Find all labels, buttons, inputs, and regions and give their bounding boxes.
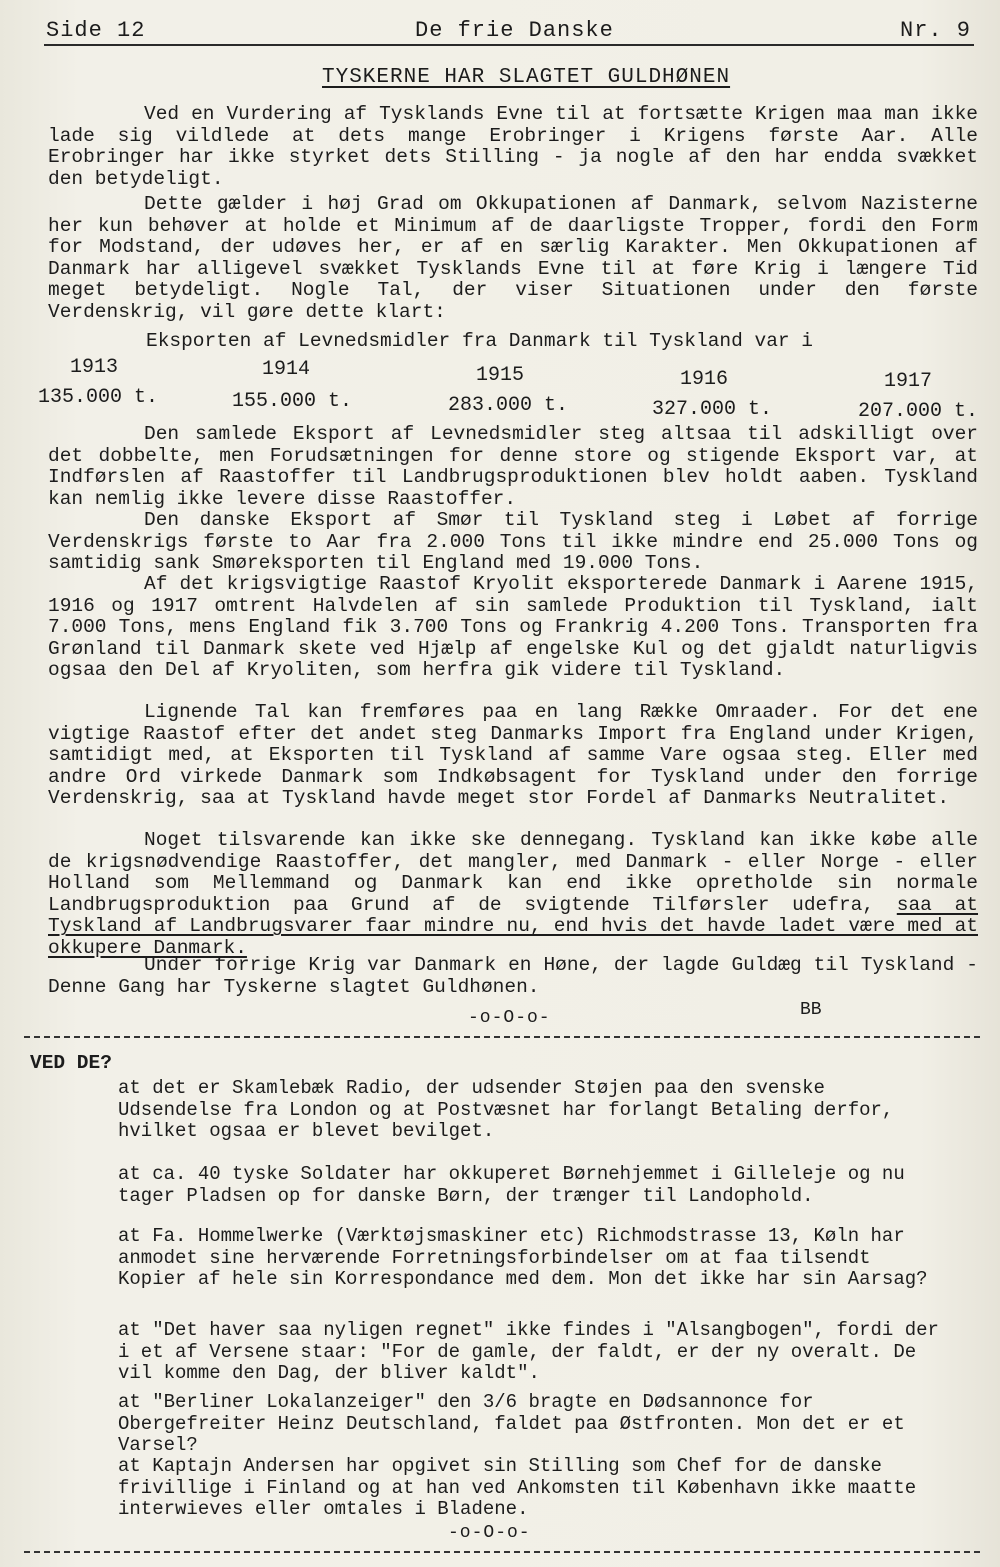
news-item-3: at Fa. Hommelwerke (Værktøjsmaskiner etc) Richmodstrasse 13, Køln har anmodet sine herværende Forretningsforbindelser om at faa tilsendt Kopier af hele sin Korrespondance med dem. Mon det ikke har sin Aarsag? bbox=[118, 1225, 928, 1290]
paragraph-5: Af det krigsvigtige Raastof Kryolit eksporterede Danmark i Aarene 1915, 1916 og 1917 omtrent Halvdelen af sin samlede Produktion til Tyskland, ialt 7.000 Tons, mens England fik 3.700 Tons og Frankrig 4.200 Tons. Transporten fra Grønland til Danmark skete ved Hjælp af engelske Kul og det gjaldt naturligvis ogsaa den Del af Kryoliten, som herfra gik videre til Tyskland. bbox=[48, 573, 978, 682]
author-signature: BB bbox=[800, 1000, 822, 1020]
news-item-2: at ca. 40 tyske Soldater har okkuperet Børnehjemmet i Gilleleje og nu tager Pladsen op for danske Børn, der trænger til Landophold. bbox=[118, 1163, 905, 1207]
export-line: Eksporten af Levnedsmidler fra Danmark til Tyskland var i bbox=[146, 330, 814, 352]
year-1915: 1915 bbox=[476, 364, 525, 387]
newspaper-name: De frie Danske bbox=[415, 18, 614, 43]
paragraph-8: Under forrige Krig var Danmark en Høne, der lagde Guldæg til Tyskland - Denne Gang har Tyskerne slagtet Guldhønen. bbox=[48, 954, 978, 998]
paragraph-2: Dette gælder i høj Grad om Okkupationen af Danmark, selvom Nazisterne her kun behøver at holde et Minimum af de daarligste Tropper, fordi den Form for Modstand, der udøves her, er af en særlig Karakter. Men Okkupationen af Danmark har alligevel svækket Tysklands Evne til at føre Krig i længere Tid meget betydeligt. Nogle Tal, der viser Situationen under den første Verdenskrig, vil gøre dette klart: bbox=[48, 193, 978, 323]
underlined-conclusion: saa at Tyskland af Landbrugsvarer faar mindre nu, end hvis det havde ladet være med at okkupere Danmark. bbox=[48, 893, 979, 959]
paragraph-1: Ved en Vurdering af Tysklands Evne til at fortsætte Krigen maa man ikke lade sig vildlede at dets mange Erobringer i Krigens første Aar. Alle Erobringer har ikke styrket dets Stilling - ja nogle af den har endda svækket den betydeligt. bbox=[48, 103, 978, 190]
ved-de-heading: VED DE? bbox=[30, 1052, 112, 1074]
article-title: TYSKERNE HAR SLAGTET GULDHØNEN bbox=[322, 66, 731, 89]
news-item-5: at "Berliner Lokalanzeiger" den 3/6 bragte en Dødsannonce for Obergefreiter Heinz Deutschland, faldet paa Østfronten. Mon det er et Varsel? bbox=[118, 1391, 905, 1456]
page-number: Side 12 bbox=[46, 18, 146, 43]
paragraph-7-text: Noget tilsvarende kan ikke ske dennegang. Tyskland kan ikke købe alle de krigsnødvendige Raastoffer, det mangler, med Danmark - eller Norge - eller Holland som Mellemmand og Danmark kan end ikke opretholde sin normale Landbrugsproduktion paa Grund af de svigtende Tilførsler udefra, bbox=[48, 829, 978, 916]
news-item-6: at Kaptajn Andersen har opgivet sin Stilling som Chef for de danske frivillige i Finland og at han ved Ankomsten til København ikke maatte interwieves eller omtales i Bladene. bbox=[118, 1455, 917, 1520]
year-1917: 1917 bbox=[884, 370, 933, 393]
year-1913: 1913 bbox=[70, 356, 119, 379]
amount-1914: 155.000 t. bbox=[232, 390, 353, 413]
section-divider bbox=[24, 1036, 980, 1038]
paragraph-7 bbox=[48, 830, 978, 960]
amount-1916: 327.000 t. bbox=[652, 398, 773, 421]
news-item-4: at "Det haver saa nyligen regnet" ikke findes i "Alsangbogen", fordi der i et af Versene staar: "For de gamle, der faldt, er der ny overalt. De vil komme den Dag, der bliver kaldt". bbox=[118, 1319, 939, 1384]
year-1916: 1916 bbox=[680, 368, 729, 391]
bottom-divider bbox=[24, 1551, 980, 1553]
article-separator: -o-O-o- bbox=[468, 1008, 551, 1028]
amount-1915: 283.000 t. bbox=[448, 394, 569, 417]
paragraph-4: Den danske Eksport af Smør til Tyskland steg i Løbet af forrige Verdenskrigs første to Aar fra 2.000 Tons til ikke mindre end 25.000 Tons og samtidig sank Smøreksporten til England med 19.000 Tons. bbox=[48, 509, 978, 575]
header-rule bbox=[44, 44, 974, 46]
news-item-1: at det er Skamlebæk Radio, der udsender Støjen paa den svenske Udsendelse fra London og at Postvæsnet har forlangt Betaling derfor, hvilket ogsaa er blevet bevilget. bbox=[118, 1077, 894, 1142]
amount-1913: 135.000 t. bbox=[38, 386, 159, 409]
paragraph-6: Lignende Tal kan fremføres paa en lang Række Omraader. For det ene vigtige Raastof efter det andet steg Danmarks Import fra England under Krigen, samtidigt med, at Eksporten til Tyskland af samme Vare ogsaa steg. Eller med andre Ord virkede Danmark som Indkøbsagent for Tyskland under den forrige Verdenskrig, saa at Tyskland havde meget stor Fordel af Danmarks Neutralitet. bbox=[48, 701, 978, 810]
paragraph-3: Den samlede Eksport af Levnedsmidler steg altsaa til adskilligt over det dobbelte, men Forudsætningen for denne store og stigende Eksport var, at Indførslen af Raastoffer til Landbrugsproduktionen blev holdt aaben. Tyskland kan nemlig ikke levere disse Raastoffer. bbox=[48, 423, 978, 510]
bottom-separator: -o-O-o- bbox=[448, 1523, 531, 1543]
year-1914: 1914 bbox=[262, 358, 311, 381]
amount-1917: 207.000 t. bbox=[858, 400, 979, 423]
issue-number: Nr. 9 bbox=[900, 18, 972, 43]
